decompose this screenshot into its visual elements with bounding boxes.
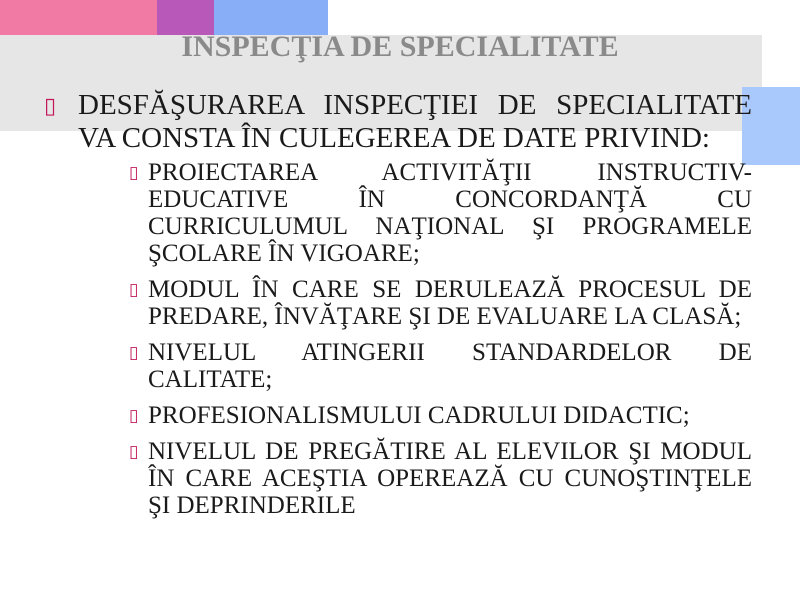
list-item-text: MODUL ÎN CARE SE DERULEAZĂ PROCESUL DE PREDARE, ÎNVĂŢARE ŞI DE EVALUARE LA CLASĂ;: [148, 276, 752, 330]
criteria-list: [44, 159, 752, 519]
list-item-text: PROIECTAREA ACTIVITĂŢII INSTRUCTIV-EDUCATIVE ÎN CONCORDANŢĂ CU CURRICULUMUL NAŢIONAL ŞI PROGRAMELE ŞCOLARE ÎN VIGOARE;: [148, 159, 752, 267]
list-item: [129, 438, 752, 519]
list-item-text: NIVELUL DE PREGĂTIRE AL ELEVILOR ŞI MODUL ÎN CARE ACEŞTIA OPEREAZĂ CU CUNOŞTINŢELE ŞI DEPRINDERILE: [148, 438, 752, 519]
bullet-icon: ▯: [129, 280, 139, 299]
list-item-text: PROFESIONALISMULUI CADRULUI DIDACTIC;: [148, 402, 690, 429]
bullet-icon: ▯: [129, 343, 139, 362]
slide-content: [44, 89, 752, 528]
list-item: [129, 402, 752, 429]
list-item: [129, 339, 752, 393]
bullet-icon: ▯: [129, 406, 139, 425]
list-item-text: NIVELUL ATINGERII STANDARDELOR DE CALITATE;: [148, 339, 752, 393]
slide-title: INSPECŢIA DE SPECIALITATE: [181, 30, 619, 63]
intro-paragraph: [44, 89, 752, 155]
list-item: [129, 159, 752, 267]
bullet-icon: ▯: [44, 93, 57, 118]
list-item: [129, 276, 752, 330]
intro-text: DESFĂŞURAREA INSPECŢIEI DE SPECIALITATE VA CONSTA ÎN CULEGEREA DE DATE PRIVIND:: [78, 89, 752, 154]
bullet-icon: ▯: [129, 442, 139, 461]
bullet-icon: ▯: [129, 163, 139, 182]
